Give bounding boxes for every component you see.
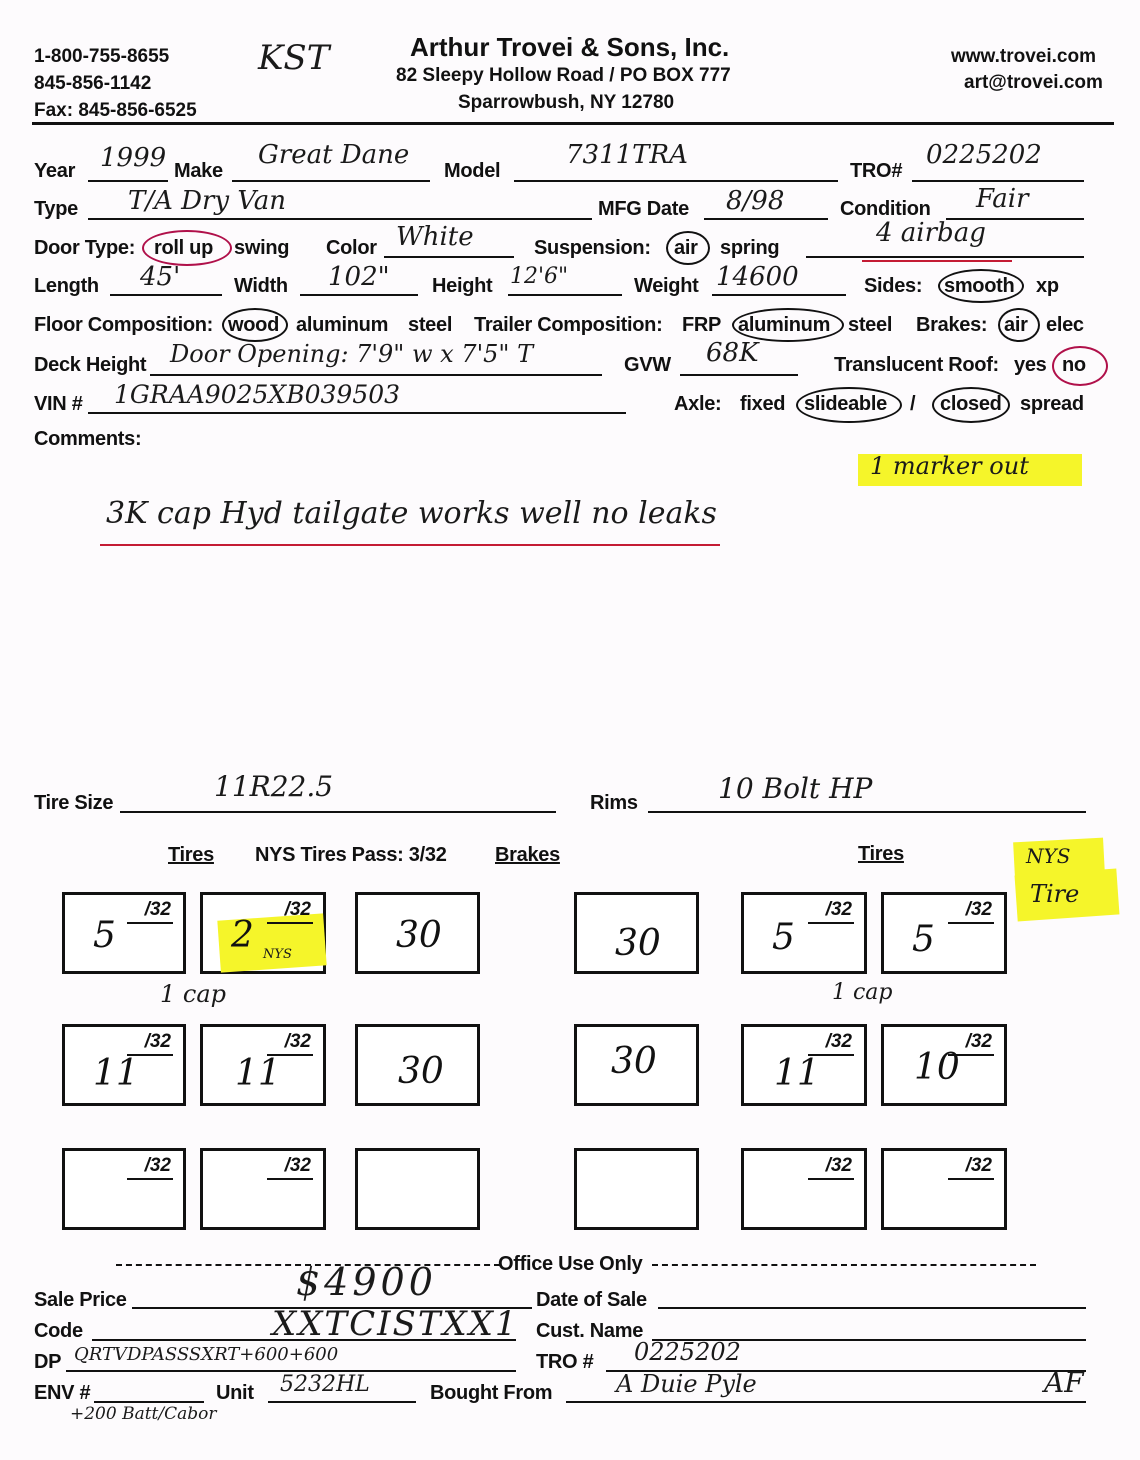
- header-divider: [32, 122, 1114, 125]
- tire-value: 11: [774, 1053, 820, 1094]
- height-value: 12'6": [510, 264, 569, 289]
- nys-tire-note-2: Tire: [1030, 880, 1080, 908]
- cust-name-label: Cust. Name: [536, 1320, 644, 1342]
- tires-right-header: Tires: [858, 843, 904, 865]
- corner-initials: AF: [1044, 1366, 1084, 1399]
- trailer-frp: FRP: [682, 314, 722, 336]
- tire-value: 5: [912, 919, 935, 960]
- weight-label: Weight: [634, 275, 699, 297]
- floor-composition-label: Floor Composition:: [34, 314, 214, 336]
- brake-box-r1-c2[interactable]: [574, 892, 699, 974]
- axle-spread: spread: [1020, 393, 1084, 415]
- floor-wood: wood: [228, 314, 280, 336]
- length-label: Length: [34, 275, 99, 297]
- suspension-extra-value: 4 airbag: [876, 218, 986, 248]
- condition-value: Fair: [976, 184, 1029, 214]
- comment-yellow-note: 1 marker out: [870, 452, 1029, 480]
- tire-fraction: /32: [284, 1031, 311, 1052]
- door-type-label: Door Type:: [34, 237, 136, 259]
- suspension-label: Suspension:: [534, 237, 651, 259]
- airbag-underline: [862, 260, 1012, 262]
- rims-label: Rims: [590, 792, 638, 814]
- make-value: Great Dane: [258, 140, 410, 170]
- dp-value: QRTVDPASSSXRT+600+600: [74, 1344, 339, 1365]
- tire-fraction: /32: [825, 1155, 852, 1176]
- tire-box-r2-c4[interactable]: [881, 1024, 1007, 1106]
- floor-aluminum: aluminum: [296, 314, 389, 336]
- floor-steel: steel: [408, 314, 453, 336]
- model-value: 7311TRA: [566, 140, 688, 170]
- tire-value: 11: [93, 1053, 139, 1094]
- bought-from-value: A Duie Pyle: [616, 1370, 757, 1398]
- rims-value: 10 Bolt HP: [718, 772, 873, 805]
- tire-nys-note: NYS: [263, 947, 292, 962]
- slideable-circle: [796, 387, 902, 423]
- tire-fraction: /32: [284, 1155, 311, 1176]
- code-label: Code: [34, 1320, 83, 1342]
- phone-1: 1-800-755-8655: [34, 46, 170, 67]
- year-label: Year: [34, 160, 76, 182]
- type-value: T/A Dry Van: [128, 186, 287, 216]
- trailer-aluminum: aluminum: [738, 314, 831, 336]
- tire-box-r1-c1[interactable]: [62, 892, 186, 974]
- comment-main: 3K cap Hyd tailgate works well no leaks: [106, 496, 717, 531]
- brakes-label: Brakes:: [916, 314, 988, 336]
- office-use-label: Office Use Only: [498, 1253, 643, 1275]
- unit-value: 5232HL: [280, 1372, 370, 1397]
- phone-2: 845-856-1142: [34, 73, 152, 94]
- website: www.trovei.com: [951, 46, 1096, 67]
- tro-label: TRO#: [850, 160, 903, 182]
- tire-fraction: /32: [284, 899, 311, 920]
- tro-value: 0225202: [926, 140, 1042, 170]
- tire-size-value: 11R22.5: [214, 770, 334, 803]
- weight-value: 14600: [716, 262, 799, 292]
- door-type-swing: swing: [234, 237, 290, 259]
- tire-box-r2-c2[interactable]: [200, 1024, 326, 1106]
- nys-pass-header: NYS Tires Pass: 3/32: [255, 844, 447, 866]
- deck-height-value: Door Opening: 7'9" w x 7'5" T: [170, 340, 534, 368]
- tire-value: 11: [235, 1053, 281, 1094]
- width-label: Width: [234, 275, 288, 297]
- mfg-date-label: MFG Date: [598, 198, 689, 220]
- aluminum-circle: [732, 308, 844, 342]
- brake-box-r3-c1[interactable]: [355, 1148, 480, 1230]
- tires-left-header: Tires: [168, 844, 214, 866]
- dp-label: DP: [34, 1351, 62, 1373]
- tire-value: 10: [914, 1047, 960, 1088]
- bought-from-label: Bought From: [430, 1382, 553, 1404]
- tire-fraction: /32: [144, 899, 171, 920]
- date-of-sale-label: Date of Sale: [536, 1289, 647, 1311]
- sale-price-value: $4900: [296, 1260, 437, 1304]
- brakes-air: air: [1004, 314, 1028, 336]
- initials-handwritten: KST: [258, 38, 330, 78]
- sale-price-label: Sale Price: [34, 1289, 127, 1311]
- brakes-air-circle: [998, 308, 1040, 342]
- tire-box-r3-c4[interactable]: [881, 1148, 1007, 1230]
- closed-circle: [932, 387, 1010, 423]
- sides-label: Sides:: [864, 275, 923, 297]
- gvw-label: GVW: [624, 354, 671, 376]
- deck-height-label: Deck Height: [34, 354, 147, 376]
- model-label: Model: [444, 160, 501, 182]
- nys-tire-note-1: NYS: [1026, 844, 1071, 868]
- axle-closed: closed: [940, 393, 1002, 415]
- brake-box-r2-c2[interactable]: [574, 1024, 699, 1106]
- roof-yes: yes: [1014, 354, 1047, 376]
- brakes-column-header: Brakes: [495, 844, 560, 866]
- tire-box-r2-c1[interactable]: [62, 1024, 186, 1106]
- wood-circle: [222, 308, 288, 342]
- suspension-spring: spring: [720, 237, 780, 259]
- roof-no-circle: [1052, 346, 1108, 386]
- axle-fixed: fixed: [740, 393, 786, 415]
- unit-label: Unit: [216, 1382, 254, 1404]
- brake-value: 30: [396, 915, 442, 956]
- tire-box-r3-c3[interactable]: [741, 1148, 867, 1230]
- tire-box-r2-c3[interactable]: [741, 1024, 867, 1106]
- brake-box-r1-c1[interactable]: [355, 892, 480, 974]
- brake-box-r3-c2[interactable]: [574, 1148, 699, 1230]
- sides-xp: xp: [1036, 275, 1059, 297]
- sides-smooth: smooth: [944, 275, 1015, 297]
- smooth-circle: [938, 269, 1024, 303]
- color-label: Color: [326, 237, 377, 259]
- make-label: Make: [174, 160, 223, 182]
- brake-value: 30: [611, 1041, 657, 1082]
- type-label: Type: [34, 198, 78, 220]
- roll-up-circle: [142, 230, 232, 266]
- width-value: 102": [328, 262, 390, 292]
- brake-box-r2-c1[interactable]: [355, 1024, 480, 1106]
- row1-note-right: 1 cap: [832, 980, 893, 1005]
- condition-label: Condition: [840, 198, 931, 220]
- comments-label: Comments:: [34, 428, 142, 450]
- company-address-1: 82 Sleepy Hollow Road / PO BOX 777: [396, 65, 731, 86]
- axle-slash: /: [910, 393, 916, 415]
- office-divider-right: [652, 1264, 1036, 1266]
- year-value: 1999: [100, 143, 167, 173]
- vin-value: 1GRAA9025XB039503: [114, 380, 401, 409]
- height-label: Height: [432, 275, 493, 297]
- trailer-steel: steel: [848, 314, 893, 336]
- gvw-value: 68K: [706, 338, 759, 368]
- env-label: ENV #: [34, 1382, 91, 1404]
- length-value: 45': [140, 262, 181, 292]
- tire-fraction: /32: [965, 1155, 992, 1176]
- color-value: White: [396, 222, 474, 252]
- roof-no: no: [1062, 354, 1086, 376]
- row1-note-left: 1 cap: [160, 980, 227, 1008]
- comment-underline: [100, 544, 720, 546]
- brake-value: 30: [615, 923, 661, 964]
- axle-slideable: slideable: [804, 393, 887, 415]
- brake-value: 30: [398, 1051, 444, 1092]
- tire-value: 5: [772, 917, 795, 958]
- door-type-roll-up: roll up: [154, 237, 214, 259]
- translucent-roof-label: Translucent Roof:: [834, 354, 999, 376]
- tire-value: 5: [93, 915, 116, 956]
- tire-fraction: /32: [144, 1031, 171, 1052]
- code-value: XXTCISTXX1: [272, 1304, 519, 1344]
- company-name: Arthur Trovei & Sons, Inc.: [410, 32, 730, 62]
- tire-value: 2: [231, 915, 254, 956]
- tro-office-label: TRO #: [536, 1351, 594, 1373]
- tire-box-r1-c4[interactable]: [881, 892, 1007, 974]
- brakes-elec: elec: [1046, 314, 1084, 336]
- suspension-air: air: [674, 237, 698, 259]
- tire-box-r3-c1[interactable]: [62, 1148, 186, 1230]
- trailer-composition-label: Trailer Composition:: [474, 314, 663, 336]
- tire-box-r1-c2[interactable]: [200, 892, 326, 974]
- email: art@trovei.com: [964, 72, 1103, 93]
- mfg-date-value: 8/98: [726, 186, 785, 216]
- tro-office-value: 0225202: [634, 1338, 741, 1366]
- tire-fraction: /32: [825, 899, 852, 920]
- tire-box-r1-c3[interactable]: [741, 892, 867, 974]
- axle-label: Axle:: [674, 393, 722, 415]
- vin-label: VIN #: [34, 393, 83, 415]
- tire-size-label: Tire Size: [34, 792, 114, 814]
- suspension-air-circle: [666, 231, 710, 265]
- env-note: +200 Batt/Cabor: [70, 1404, 217, 1424]
- tire-fraction: /32: [965, 1031, 992, 1052]
- tire-fraction: /32: [825, 1031, 852, 1052]
- fax-number: Fax: 845-856-6525: [34, 100, 197, 121]
- company-address-2: Sparrowbush, NY 12780: [458, 92, 675, 113]
- tire-box-r3-c2[interactable]: [200, 1148, 326, 1230]
- tire-fraction: /32: [144, 1155, 171, 1176]
- tire-fraction: /32: [965, 899, 992, 920]
